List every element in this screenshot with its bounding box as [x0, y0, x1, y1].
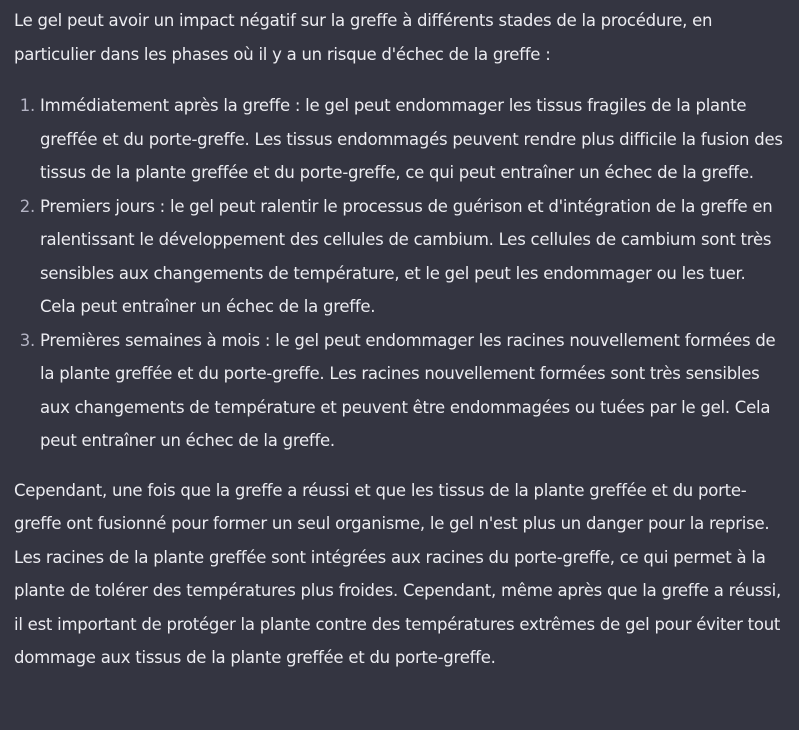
list-item: 3. Premières semaines à mois : le gel peut endommager les racines nouvellement formées de la plante greffée et du porte-greffe. Les racines nouvellement formées sont très sensibles aux changements de température et peuvent être endommagées ou tuées par le gel. Cela peut entraîner un échec de la greffe.	[40, 324, 785, 458]
list-item: 2. Premiers jours : le gel peut ralentir le processus de guérison et d'intégration de la greffe en ralentissant le développement des cellules de cambium. Les cellules de cambium sont très sensibles aux changements de température, et le gel peut les endommager ou les tuer. Cela peut entraîner un échec de la greffe.	[40, 190, 785, 324]
intro-paragraph: Le gel peut avoir un impact négatif sur la greffe à différents stades de la procédure, en particulier dans les phases où il y a un risque d'échec de la greffe :	[14, 11, 713, 64]
stages-list	[14, 89, 785, 458]
list-item: 1. Immédiatement après la greffe : le gel peut endommager les tissus fragiles de la plante greffée et du porte-greffe. Les tissus endommagés peuvent rendre plus difficile la fusion des tissus de la plante greffée et du porte-greffe, ce qui peut entraîner un échec de la greffe.	[40, 89, 785, 190]
conclusion-paragraph: Cependant, une fois que la greffe a réussi et que les tissus de la plante greffée et du porte-greffe ont fusionné pour former un seul organisme, le gel n'est plus un danger pour la reprise. Les racines de la plante greffée sont intégrées aux racines du porte-greffe, ce qui permet à la plante de tolérer des températures plus froides. Cependant, même après que la greffe a réussi, il est important de protéger la plante contre des températures extrêmes de gel pour éviter tout dommage aux tissus de la plante greffée et du porte-greffe.	[14, 480, 781, 667]
